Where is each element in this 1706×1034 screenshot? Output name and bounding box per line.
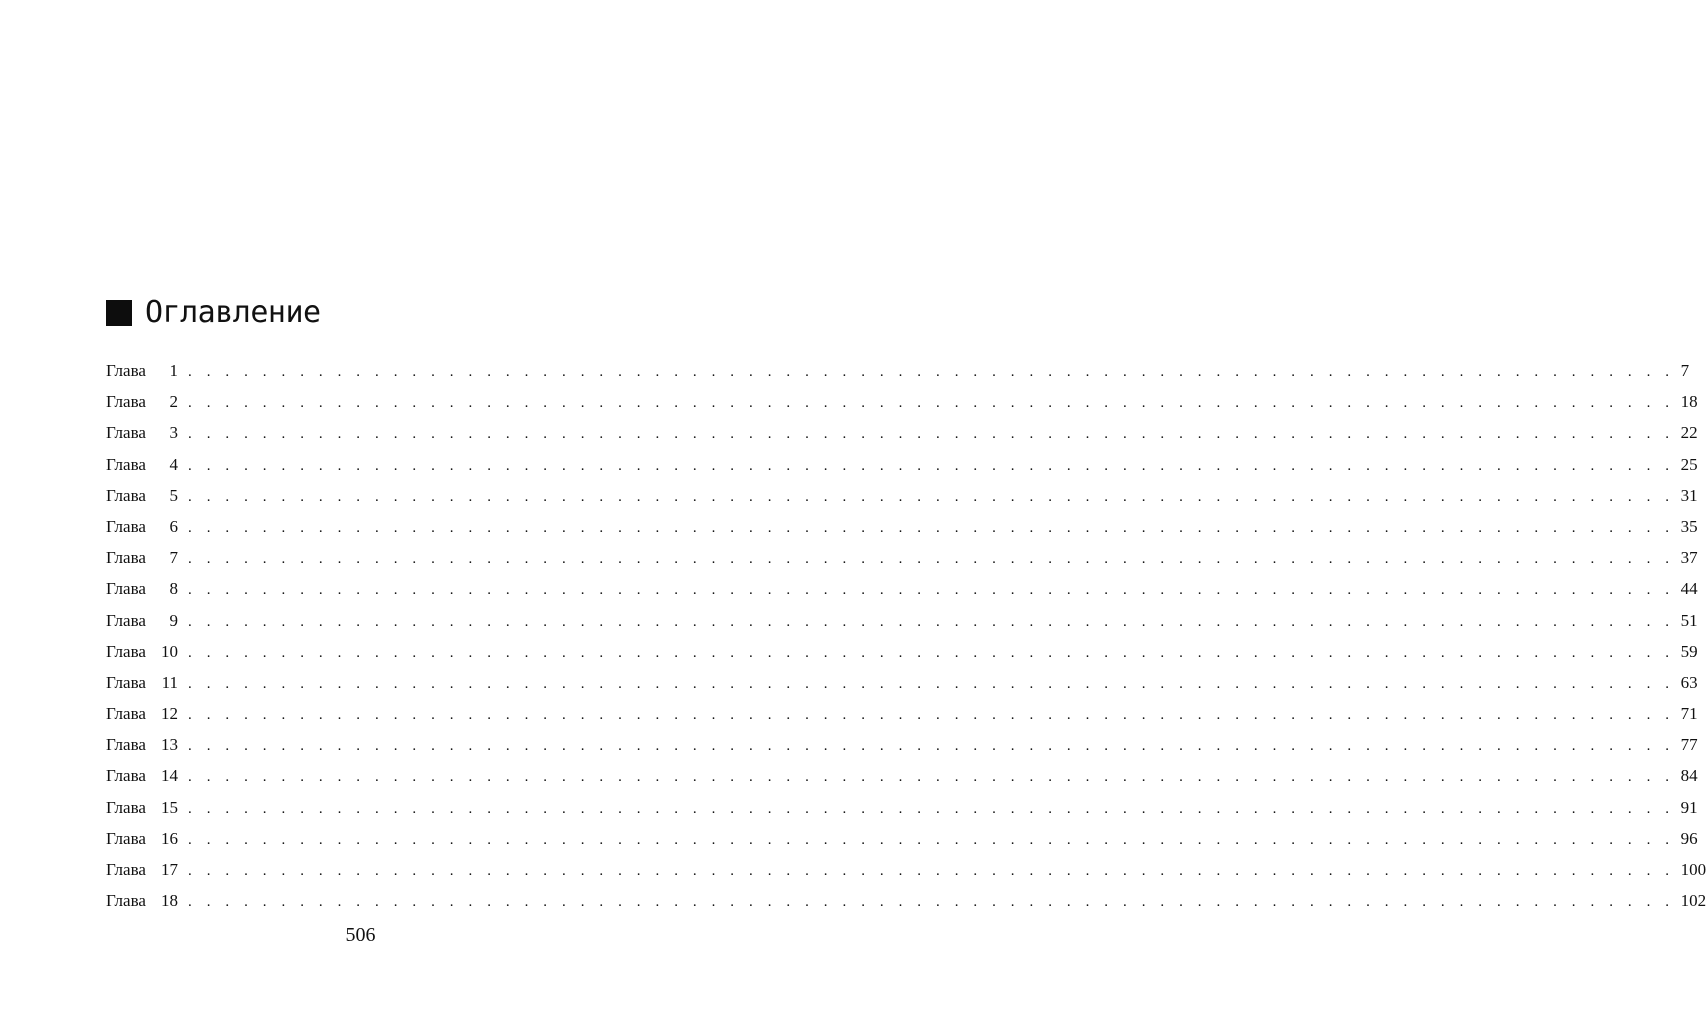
toc-entry	[106, 760, 1698, 791]
toc-entry-chapter-number: 9	[169, 610, 178, 630]
toc-entry	[106, 511, 1698, 542]
toc-dot-leader: . . . . . . . . . . . . . . . . . . . . . . . . . . . . . . . . . . . . . . . . . . . . . . . . . . . . . . . . . . . . . . . . . . . . . . . . . . . . . . . .	[188, 395, 1675, 412]
toc-entry	[106, 573, 1698, 604]
toc-entry-chapter-number: 4	[169, 454, 178, 474]
toc-entry	[106, 792, 1698, 823]
toc-entry-label	[106, 355, 180, 386]
toc-entry-page: 71	[1680, 704, 1698, 724]
toc-entry-label	[106, 542, 180, 573]
toc-entry-page: 77	[1680, 735, 1698, 755]
toc-entry-chapter-number: 11	[161, 672, 178, 692]
toc-dot-leader: . . . . . . . . . . . . . . . . . . . . . . . . . . . . . . . . . . . . . . . . . . . . . . . . . . . . . . . . . . . . . . . . . . . . . . . . . . . . . . . .	[188, 519, 1675, 536]
toc-entry-page: 91	[1680, 797, 1698, 817]
toc-entry-label	[106, 386, 180, 417]
toc-entry	[106, 729, 1698, 760]
toc-entry-page: 44	[1680, 579, 1698, 599]
toc-entry	[106, 698, 1698, 729]
toc-entry	[106, 854, 1706, 885]
toc-entry-page: 96	[1680, 828, 1698, 848]
toc-entry	[106, 355, 1690, 386]
toc-entry-page: 100	[1680, 860, 1706, 879]
table-of-contents	[106, 355, 1706, 916]
heading-square-bullet	[106, 300, 132, 326]
toc-entry-word: Глава	[106, 766, 146, 786]
toc-entry	[106, 885, 1706, 916]
toc-entry-word: Глава	[106, 454, 146, 474]
toc-entry	[106, 636, 1698, 667]
toc-entry-word: Глава	[106, 828, 146, 848]
toc-entry	[106, 823, 1698, 854]
page-number: 506	[345, 924, 376, 946]
toc-entry-chapter-number: 8	[169, 579, 178, 599]
toc-entry	[106, 417, 1698, 448]
toc-entry-word: Глава	[106, 361, 146, 380]
toc-entry-word: Глава	[106, 860, 146, 879]
toc-entry-word: Глава	[106, 704, 146, 724]
toc-entry-word: Глава	[106, 641, 146, 661]
toc-entry-label	[106, 885, 180, 916]
toc-entry-label	[106, 449, 180, 480]
toc-dot-leader: . . . . . . . . . . . . . . . . . . . . . . . . . . . . . . . . . . . . . . . . . . . . . . . . . . . . . . . . . . . . . . . . . . . . . . . . . . . . . . . .	[188, 831, 1675, 848]
toc-dot-leader: . . . . . . . . . . . . . . . . . . . . . . . . . . . . . . . . . . . . . . . . . . . . . . . . . . . . . . . . . . . . . . . . . . . . . . . . . . . . . . . .	[188, 551, 1675, 568]
toc-entry-label	[106, 854, 180, 885]
toc-dot-leader: . . . . . . . . . . . . . . . . . . . . . . . . . . . . . . . . . . . . . . . . . . . . . . . . . . . . . . . . . . . . . . . . . . . . . . . . . . . . . . . .	[188, 613, 1675, 630]
toc-heading	[106, 293, 321, 333]
toc-entry-word: Глава	[106, 735, 146, 755]
toc-entry-label	[106, 698, 180, 729]
toc-entry-chapter-number: 6	[169, 516, 178, 536]
toc-entry-page: 31	[1680, 485, 1698, 505]
toc-entry-chapter-number: 2	[169, 392, 178, 412]
toc-entry-chapter-number: 3	[169, 423, 178, 443]
toc-dot-leader: . . . . . . . . . . . . . . . . . . . . . . . . . . . . . . . . . . . . . . . . . . . . . . . . . . . . . . . . . . . . . . . . . . . . . . . . . . . . . . . .	[188, 800, 1675, 817]
toc-dot-leader: . . . . . . . . . . . . . . . . . . . . . . . . . . . . . . . . . . . . . . . . . . . . . . . . . . . . . . . . . . . . . . . . . . . . . . . . . . . . . . . .	[188, 738, 1675, 755]
toc-entry	[106, 605, 1698, 636]
toc-entry-word: Глава	[106, 610, 146, 630]
toc-entry-chapter-number: 14	[161, 766, 178, 786]
toc-entry-word: Глава	[106, 516, 146, 536]
toc-entry-word: Глава	[106, 548, 146, 568]
toc-entry-chapter-number: 15	[161, 797, 178, 817]
toc-entry-page: 63	[1680, 672, 1698, 692]
toc-dot-leader: . . . . . . . . . . . . . . . . . . . . . . . . . . . . . . . . . . . . . . . . . . . . . . . . . . . . . . . . . . . . . . . . . . . . . . . . . . . . . . . .	[188, 426, 1675, 443]
toc-entry-chapter-number: 10	[161, 641, 178, 661]
toc-entry-label	[106, 511, 180, 542]
toc-entry-page: 84	[1680, 766, 1698, 786]
toc-entry-chapter-number: 17	[161, 860, 178, 879]
toc-entry-word: Глава	[106, 423, 146, 443]
toc-entry-page: 102	[1680, 891, 1706, 911]
toc-entry-label	[106, 636, 180, 667]
toc-entry	[106, 542, 1698, 573]
toc-entry-page: 35	[1680, 516, 1698, 536]
toc-dot-leader: . . . . . . . . . . . . . . . . . . . . . . . . . . . . . . . . . . . . . . . . . . . . . . . . . . . . . . . . . . . . . . . . . . . . . . . . . . . . . . . .	[188, 488, 1675, 505]
toc-entry-chapter-number: 12	[161, 704, 178, 724]
toc-entry-word: Глава	[106, 485, 146, 505]
toc-entry-label	[106, 573, 180, 604]
toc-entry	[106, 667, 1698, 698]
toc-entry-label	[106, 823, 180, 854]
toc-entry-page: 18	[1680, 392, 1698, 412]
toc-dot-leader: . . . . . . . . . . . . . . . . . . . . . . . . . . . . . . . . . . . . . . . . . . . . . . . . . . . . . . . . . . . . . . . . . . . . . . . . . . . . . . . .	[188, 364, 1675, 380]
toc-entry-word: Глава	[106, 672, 146, 692]
toc-entry-page: 22	[1680, 423, 1698, 443]
toc-entry-label	[106, 480, 180, 511]
toc-entry-page: 59	[1680, 641, 1698, 661]
toc-dot-leader: . . . . . . . . . . . . . . . . . . . . . . . . . . . . . . . . . . . . . . . . . . . . . . . . . . . . . . . . . . . . . . . . . . . . . . . . . . . . . . . .	[188, 675, 1675, 692]
toc-dot-leader: . . . . . . . . . . . . . . . . . . . . . . . . . . . . . . . . . . . . . . . . . . . . . . . . . . . . . . . . . . . . . . . . . . . . . . . . . . . . . . . .	[188, 894, 1675, 911]
toc-entry	[106, 449, 1698, 480]
toc-dot-leader: . . . . . . . . . . . . . . . . . . . . . . . . . . . . . . . . . . . . . . . . . . . . . . . . . . . . . . . . . . . . . . . . . . . . . . . . . . . . . . . .	[188, 769, 1675, 786]
toc-dot-leader: . . . . . . . . . . . . . . . . . . . . . . . . . . . . . . . . . . . . . . . . . . . . . . . . . . . . . . . . . . . . . . . . . . . . . . . . . . . . . . . .	[188, 644, 1675, 661]
toc-entry-chapter-number: 7	[169, 548, 178, 568]
toc-entry	[106, 480, 1698, 511]
toc-entry-label	[106, 760, 180, 791]
toc-entry-label	[106, 667, 180, 698]
toc-dot-leader: . . . . . . . . . . . . . . . . . . . . . . . . . . . . . . . . . . . . . . . . . . . . . . . . . . . . . . . . . . . . . . . . . . . . . . . . . . . . . . . .	[188, 582, 1675, 599]
toc-entry-page: 37	[1680, 548, 1698, 568]
toc-entry-chapter-number: 16	[161, 828, 178, 848]
toc-entry-page: 51	[1680, 610, 1698, 630]
page-title: Оглавление	[145, 295, 321, 330]
toc-entry-label	[106, 792, 180, 823]
toc-entry-page: 7	[1680, 361, 1690, 380]
toc-entry-label	[106, 729, 180, 760]
toc-entry-page: 25	[1680, 454, 1698, 474]
toc-entry-word: Глава	[106, 891, 146, 911]
toc-entry-chapter-number: 1	[169, 361, 178, 380]
toc-entry-word: Глава	[106, 797, 146, 817]
toc-entry-label	[106, 417, 180, 448]
toc-entry	[106, 386, 1698, 417]
toc-entry-chapter-number: 18	[161, 891, 178, 911]
toc-dot-leader: . . . . . . . . . . . . . . . . . . . . . . . . . . . . . . . . . . . . . . . . . . . . . . . . . . . . . . . . . . . . . . . . . . . . . . . . . . . . . . . .	[188, 863, 1675, 879]
toc-entry-chapter-number: 13	[161, 735, 178, 755]
toc-entry-word: Глава	[106, 579, 146, 599]
toc-entry-chapter-number: 5	[169, 485, 178, 505]
toc-entry-label	[106, 605, 180, 636]
toc-dot-leader: . . . . . . . . . . . . . . . . . . . . . . . . . . . . . . . . . . . . . . . . . . . . . . . . . . . . . . . . . . . . . . . . . . . . . . . . . . . . . . . .	[188, 707, 1675, 724]
toc-dot-leader: . . . . . . . . . . . . . . . . . . . . . . . . . . . . . . . . . . . . . . . . . . . . . . . . . . . . . . . . . . . . . . . . . . . . . . . . . . . . . . . .	[188, 457, 1675, 474]
toc-entry-word: Глава	[106, 392, 146, 412]
